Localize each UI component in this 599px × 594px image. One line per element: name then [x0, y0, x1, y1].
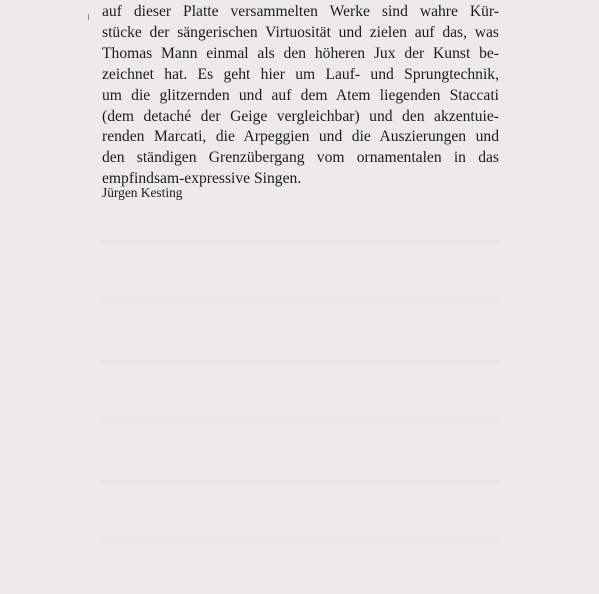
text-line: (dem detaché der Geige vergleichbar) und den akzentuie- [102, 107, 499, 125]
text-line: den ständigen Grenzübergang vom ornamentalen in das [102, 149, 499, 167]
bleed-through-shadow [100, 240, 500, 242]
bleed-through-shadow [100, 420, 500, 422]
text-line: zeichnet hat. Es geht hier um Lauf- und Sprungtechnik, [102, 65, 499, 83]
text-line: renden Marcati, die Arpeggien und die Auszierungen und [102, 128, 499, 146]
text-line: um die glitzernden und auf dem Atem liegenden Staccati [102, 86, 499, 104]
bleed-through-shadow [100, 540, 500, 542]
body-paragraph [102, 2, 499, 190]
margin-mark [88, 14, 89, 20]
text-line: auf dieser Platte versammelten Werke sind wahre Kür- [102, 3, 499, 20]
text-line: Thomas Mann einmal als den höheren Jux der Kunst be- [102, 44, 499, 62]
text-line: empfindsam-expressive Singen. [102, 170, 302, 188]
bleed-through-shadow [100, 360, 500, 362]
bleed-through-shadow [100, 480, 500, 482]
author-signature: Jürgen Kesting [102, 185, 183, 200]
bleed-through-shadow [100, 300, 500, 302]
text-line: stücke der sängerischen Virtuosität und zielen auf das, was [102, 23, 499, 41]
